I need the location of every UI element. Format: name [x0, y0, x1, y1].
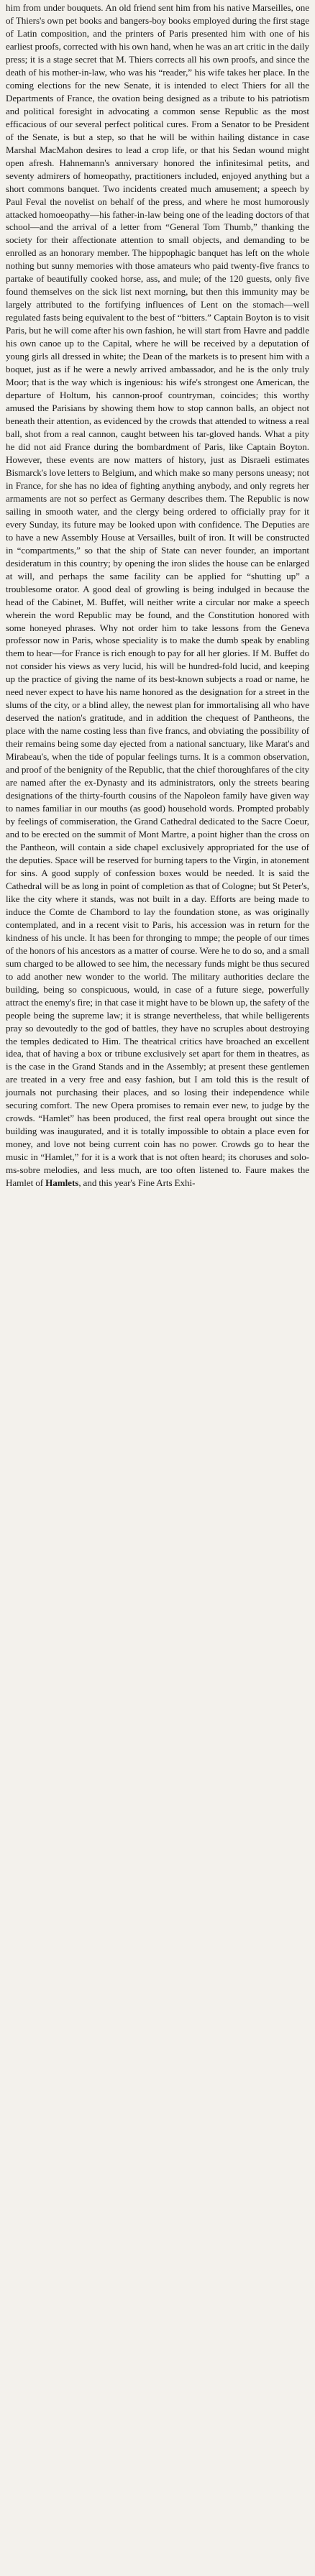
column-text-segment-3: , and this year's Fine Arts Exhi-: [78, 1177, 196, 1189]
column-body-text: [6, 1, 309, 1190]
column-text-segment-bold: Hamlets: [45, 1177, 79, 1189]
column-text-segment-1: him from under bouquets. An old friend sent him from his native Marseilles, one of Thiers's own pet books and bangers-boy books employed during the first stage of Latin composition, and the printers of Paris presented him with one of his earliest proofs, corrected with his own hand, when he was an art critic in the daily press; it is a stage secret that M. Thiers corrects all his own proofs, and since the death of his mother-in-law, who was his “reader,” his wife takes her place. In the coming elections for the new Senate, it is intended to elect Thiers for all the Departments of France, the ovation being designed as a tribute to his patriotism and political foresight in advocating a common sense Republic as the most efficacious of our several perfect political cures. From a Senator to be President of the Senate, is but a step, so that he will be within hailing distance in case Marshal MacMahon desires to lead a crop life, or that his Sedan wound might open afresh. Hahnemann's anniversary honored the infinitesimal petits, and seventy admirers of homeopathy, practitioners included, enjoyed anything but a short commons banquet. Two incidents created much amusement; a speech by Paul Feval the novelist on behalf of the press, and where he most humorously attacked homoeopathy—his father-in-law being one of the leading doctors of that school—and the arrival of a letter from “General Tom Thumb,” thanking the society for their affectionate attention to small objects, and demanding to be enrolled as an honorary member. The hippophagic banquet has left on the whole nothing but sunny memories with those amateurs who paid twenty-five francs to partake of beautifully cooked horse, ass, and mule; of the 120 guests, only five found themselves on the sick list next morning, but then this immunity may be largely attributed to the fortifying influences of Lent on the stomach—well regulated fasts being equivalent to the best of “bitters.” Captain Boyton is to visit Paris, but he will come after his own fashion, he will start from Havre and paddle his own canoe up to the Capital, where he will be received by a deputation of young girls all dressed in white; the Dean of the markets is to present him with a boquet, just as if he were a newly arrived ambassador, and he is the only truly Moor; that is the way which is ingenious: his wife's strongest one American, the departure of Holtum, his cannon-proof countryman, coincides; this worthy amused the Parisians by showing them how to stop cannon balls, an object not beneath their attention, as evidenced by the crowds that attended to witness a real ball, shot from a real cannon, caught between his tar-gloved hands. What a pity he did not aid France during the bombardment of Paris, like Captain Boyton. However, these events are now matters of history, just as Disraeli estimates Bismarck's love letters to Belgium, and which make so many persons uneasy; not in France, for she has no idea of fighting anything anybody, and only regrets her armaments are not so perfect as Germany describes them. The Republic is now sailing in smooth water, and the clergy being ordered to officially pray for it every Sunday, its future may be looked upon with confidence. The Deputies are to have a new Assembly House at Versailles, built of iron. It will be constructed in “compartments,” so that the ship of State can never founder, an important desideratum in this country; by opening the iron slides the house can be enlarged at will, and perhaps the same facility can be applied for “shutting up” a troublesome orator. A good deal of growling is being indulged in because the head of the Cabinet, M. Buffet, will neither write a circular nor make a speech wherein the word Republic may be found, and the Constitution honored with some honeyed phrases. Why not order him to take lessons from the Geneva professor now in Paris, whose speciality is to make the dumb speak by enabling them to hear—for France is rich enough to pay for all her glories. If M. Buffet do not consider his views as very lucid, his will be hundred-fold lucid, and keeping up the practice of giving the name of its best-known subjects a road or name, he need never expect to have his name honored as the designation for a street in the slums of the city, or a blind alley, the newest plan for immortalising all who have deserved the nation's gratitude, and in addition the chequest of Pantheons, the place with the name costing less than five francs, and obviating the possibility of their remains being some day ejected from a national sanctuary, like Marat's and Mirabeau's, when the tide of popular feelings turns. It is a common observation, and proof of the benignity of the Republic, that the chief thoroughfares of the city are named after the ex-Dynasty and its administrators, only the streets bearing designations of the thirty-fourth cousins of the Napoleon family have given way to names familiar in our mouths (as good) household words. Prompted probably by feelings of commiseration, the Grand Cathedral dedicated to the Sacre Coeur, and to be erected on the summit of Mont Martre, a point higher than the cross on the Pantheon, will contain a side chapel exclusively appropriated for the use of the deputies. Space will be reserved for burning tapers to the Virgin, in atonement for sins. A good supply of confession boxes would be needed. It is said the Cathedral will be as long in point of completion as that of Cologne; but St Peter's, like the city where it stands, was not built in a day. Efforts are being made to induce the Comte de Chambord to lay the foundation stone, as was originally contemplated, and in a recent visit to Paris, his accession was in return for the kindness of his uncle. It has been for thronging to mmpe; the people of our times of the honors of his ancestors as a matter of course. Were he to do so, and a small sum charged to be allowed to see him, the necessary funds might be thus secured to add another new wonder to the world. The military authorities declare the building, being so conspicuous, would, in case of a future siege, powerfully attract the enemy's fire; in that case it might have to be blown up, the safety of the people being the supreme law; it is strange nevertheless, that while belligerents pray so devoutedly to the god of battles, they have no scruples about destroying the temples dedicated to Him. The theatrical critics have broached an excellent idea, that of having a box or tribune exclusively set apart for them in theatres, as is the case in the Grand Stands and in the Assembly; at present these gentlemen are treated in a very free and easy fashion, but I am told this is the result of journals not purchasing their places, and so losing their independence while securing comfort. The new Opera promises to remain ever new, to judge by the crowds. “Hamlet” has been produced, the first real opera brought out since the building was inaugurated, and it is totally impossible to obtain a place even for money, and love not being current coin has no power. Crowds go to hear the music in “Hamlet,” for it is a work that is not often heard; its choruses and solo-ms-sobre melodies, and less much, are too often listened to. Faure makes the Hamlet of: [6, 2, 309, 1189]
